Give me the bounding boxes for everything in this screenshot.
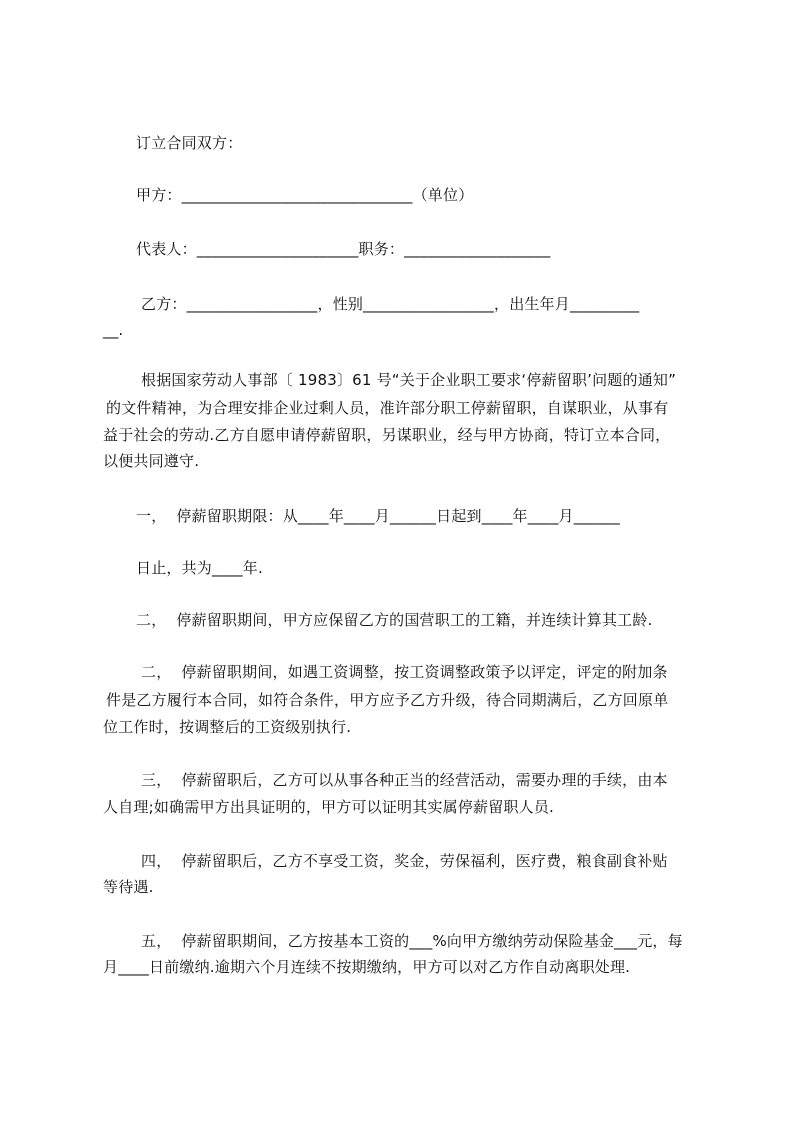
party-a-line: 甲方：______________________________（单位） — [136, 186, 474, 204]
preamble-line-2: 的文件精神，为合理安排企业过剩人员，准许部分职工停薪留职，自谋职业，从事有 — [106, 399, 669, 417]
representative-line: 代表人：_____________________职务：___________________ — [136, 240, 551, 258]
preamble-line-1: 根据国家劳动人事部〔 1983〕61 号“关于企业职工要求‘停薪留职’问题的通知” — [141, 371, 677, 389]
clause-2b-line-3: 位工作时，按调整后的工资级别执行. — [103, 718, 352, 736]
preamble-line-3: 益于社会的劳动.乙方自愿申请停薪留职，另谋职业，经与甲方协商，特订立本合同， — [103, 426, 671, 444]
clause-2b-line-1: 二， 停薪留职期间，如遇工资调整，按工资调整政策予以评定，评定的附加条 — [141, 663, 668, 681]
clause-4-line-2: 等待遇. — [103, 878, 154, 896]
clause-2: 二， 停薪留职期间，甲方应保留乙方的国营职工的工籍，并连续计算其工龄. — [136, 611, 653, 629]
clause-1-line-1: 一， 停薪留职期限：从____年____月______日起到____年____月______ — [136, 507, 620, 525]
clause-1-line-2: 日止，共为____年. — [136, 559, 263, 577]
party-b-line-1: 乙方：_________________，性别_________________，出生年月_________ — [141, 295, 640, 313]
preamble-line-4: 以便共同遵守. — [103, 452, 200, 470]
clause-5-line-2: 月____日前缴纳.逾期六个月连续不按期缴纳，甲方可以对乙方作自动离职处理. — [103, 958, 631, 976]
party-b-line-2: __. — [103, 321, 124, 339]
clause-5-line-1: 五， 停薪留职期间，乙方按基本工资的___%向甲方缴纳劳动保险基金___元，每 — [141, 932, 683, 950]
clause-4-line-1: 四， 停薪留职后，乙方不享受工资，奖金，劳保福利，医疗费，粮食副食补贴 — [141, 852, 668, 870]
parties-heading: 订立合同双方： — [136, 134, 243, 152]
clause-3-line-2: 人自理;如确需甲方出具证明的，甲方可以证明其实属停薪留职人员. — [103, 798, 555, 816]
clause-3-line-1: 三， 停薪留职后，乙方可以从事各种正当的经营活动，需要办理的手续，由本 — [141, 771, 668, 789]
clause-2b-line-2: 件是乙方履行本合同，如符合条件，甲方应予乙方升级，待合同期满后，乙方回原单 — [106, 691, 669, 709]
